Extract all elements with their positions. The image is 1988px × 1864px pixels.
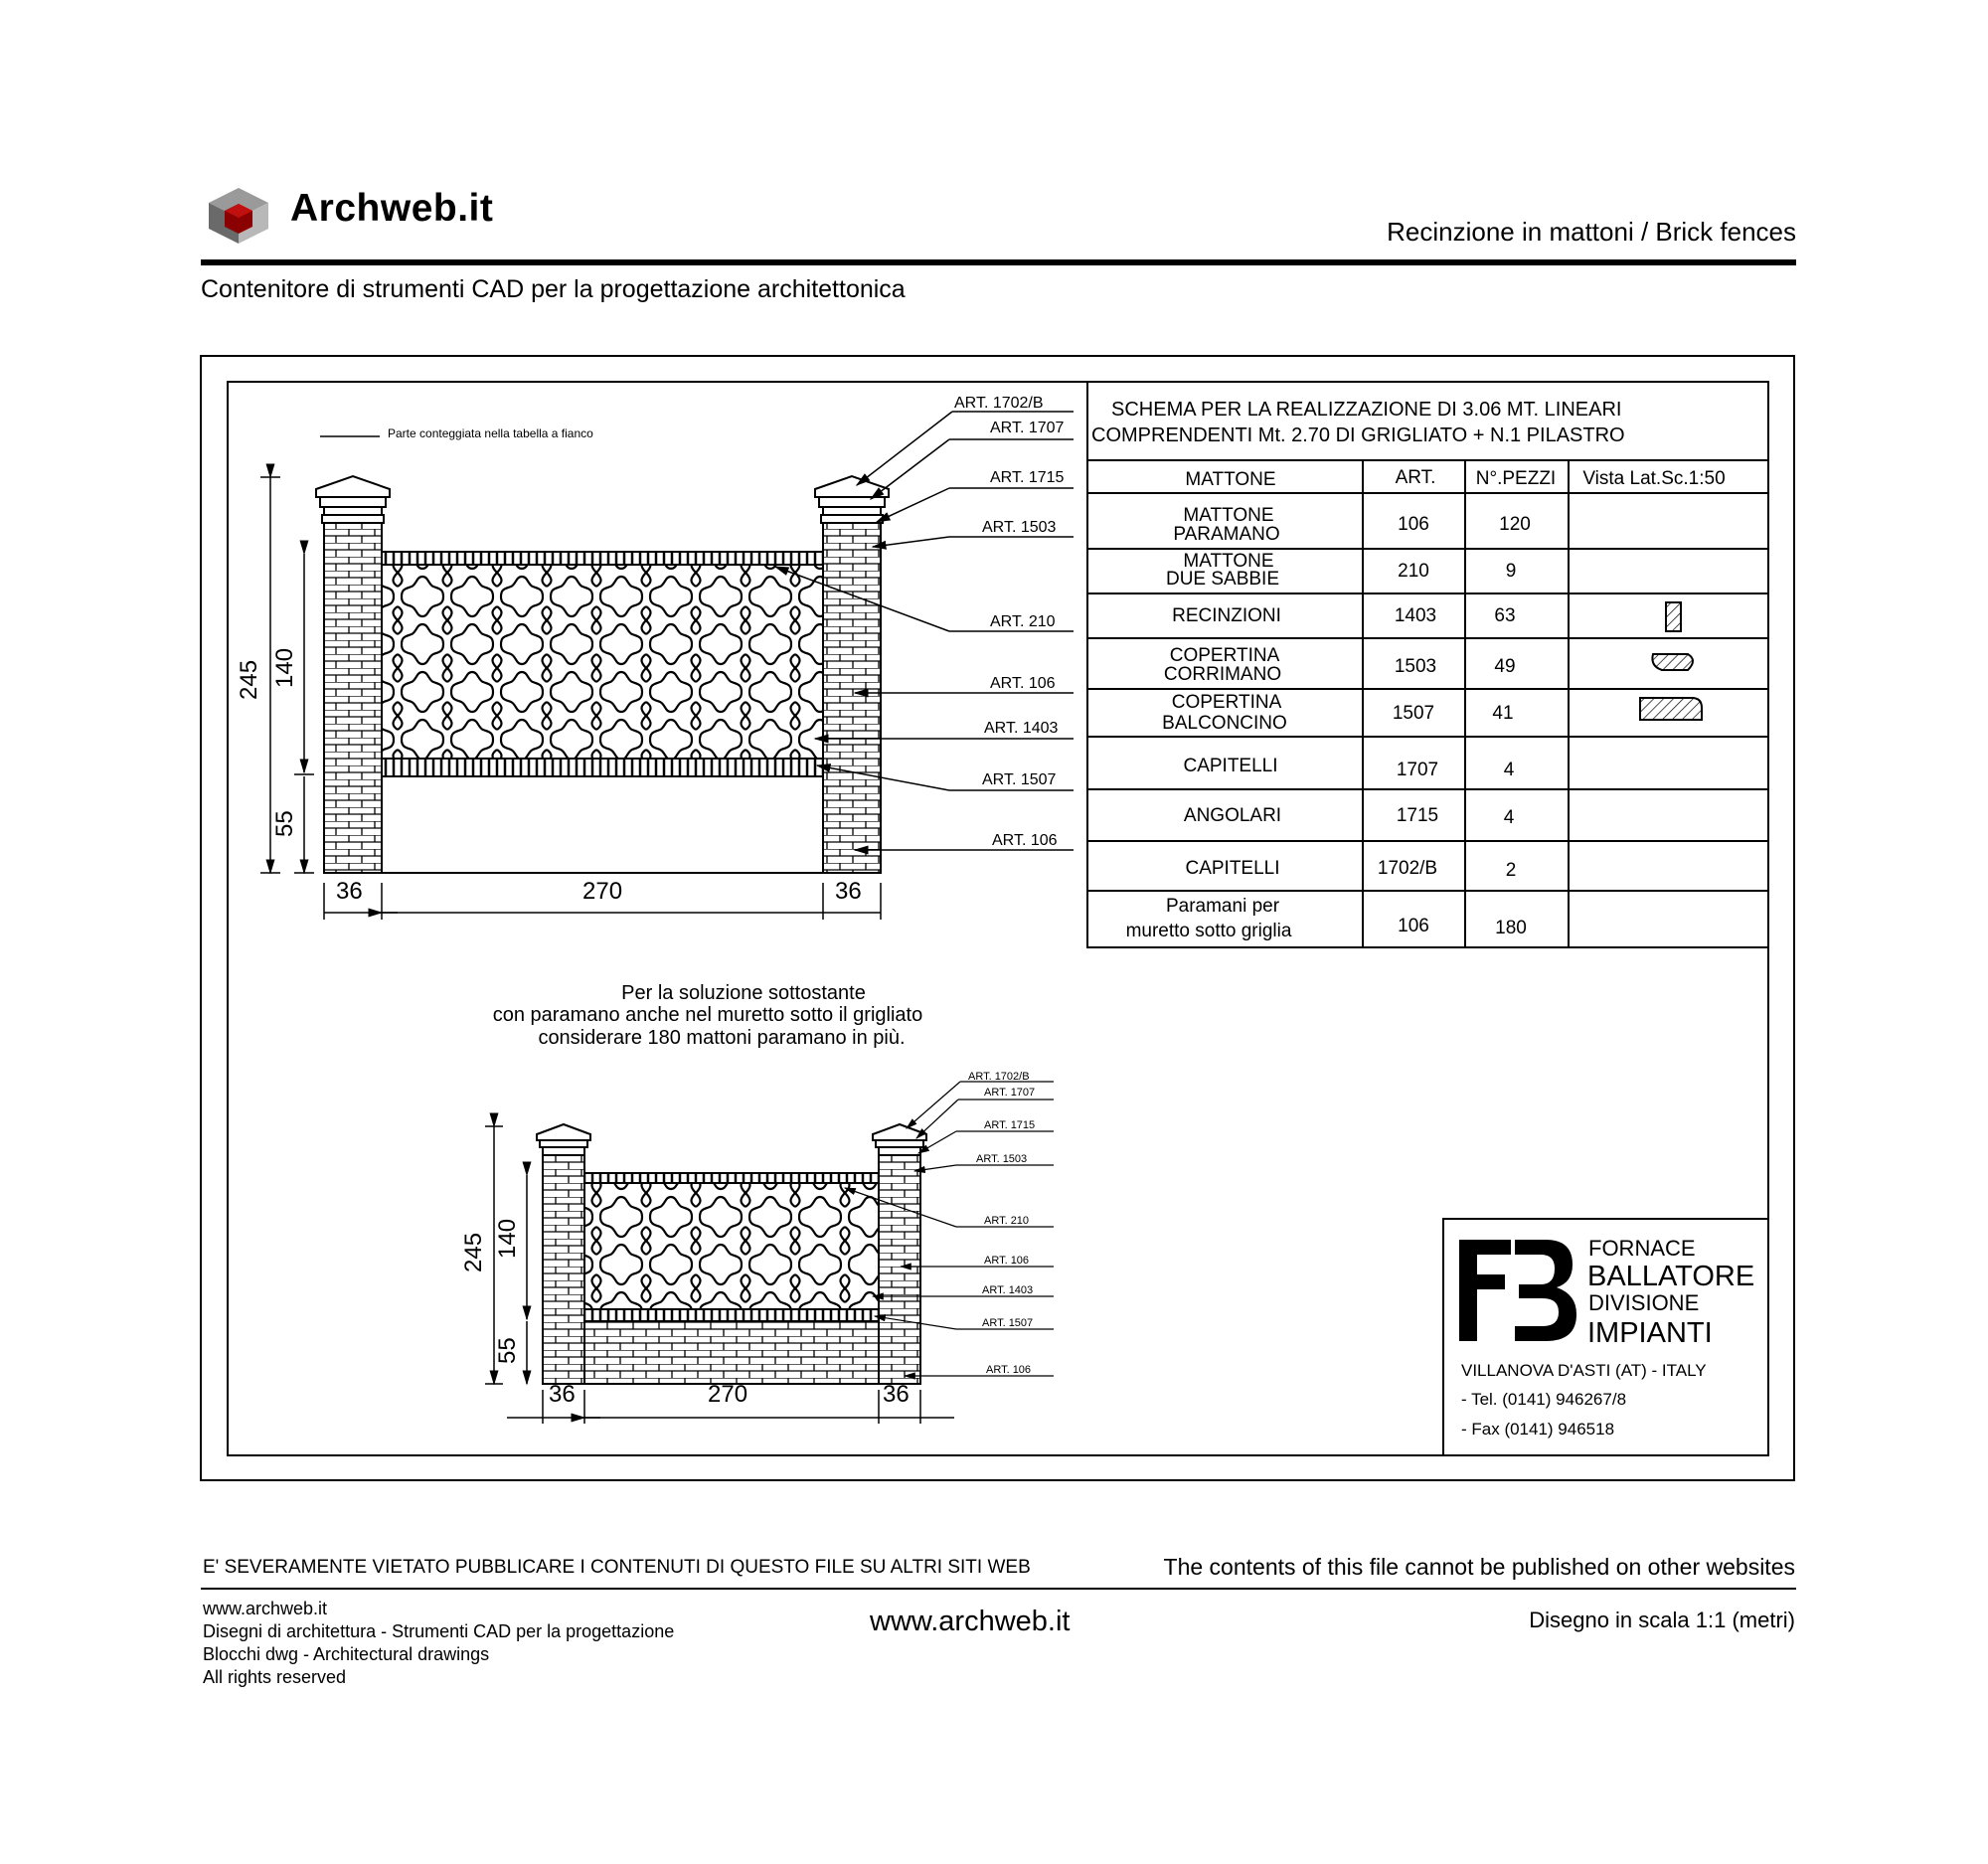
row9-name-1: Paramani per: [1165, 896, 1280, 917]
label-art-106: ART. 106: [990, 675, 1056, 692]
label-b-art-1507: ART. 1507: [982, 1317, 1034, 1329]
dim-140-bottom: 140: [494, 1218, 521, 1259]
label-b-art-210: ART. 210: [984, 1215, 1030, 1227]
row9-pezzi: 180: [1495, 918, 1527, 938]
label-art-106b: ART. 106: [992, 832, 1058, 849]
table-header-pezzi: N°.PEZZI: [1475, 468, 1557, 489]
note-line-1: Per la soluzione sottostante: [621, 982, 866, 1004]
row8-pezzi: 2: [1505, 860, 1517, 881]
footer-url[interactable]: www.archweb.it: [870, 1606, 1071, 1637]
footer-line-blocchi: Blocchi dwg - Architectural drawings: [203, 1644, 490, 1664]
footer-warning-it: E' SEVERAMENTE VIETATO PUBBLICARE I CONTENUTI DI QUESTO FILE SU ALTRI SITI WEB: [203, 1557, 1031, 1578]
footer-scale: Disegno in scala 1:1 (metri): [1529, 1608, 1795, 1632]
dim-140-top: 140: [271, 647, 298, 688]
row2-name-1: MATTONE: [1183, 551, 1274, 572]
row1-pezzi: 120: [1499, 514, 1531, 535]
row8-name: CAPITELLI: [1185, 858, 1280, 879]
label-art-1707: ART. 1707: [990, 420, 1065, 436]
page-subtitle: Contenitore di strumenti CAD per la progettazione architettonica: [201, 275, 906, 303]
label-art-210: ART. 210: [990, 613, 1056, 630]
row4-name-2: CORRIMANO: [1163, 664, 1282, 685]
logo-text: Archweb.it: [290, 187, 494, 230]
row6-name: CAPITELLI: [1183, 756, 1278, 776]
row4-art: 1503: [1394, 656, 1437, 677]
label-b-art-1503: ART. 1503: [976, 1153, 1028, 1165]
row1-name-1: MATTONE: [1183, 505, 1274, 526]
row3-pezzi: 63: [1494, 605, 1516, 626]
company-fax: - Fax (0141) 946518: [1461, 1420, 1615, 1439]
table-header-art: ART.: [1395, 467, 1436, 488]
fb-logo-icon: [1459, 1240, 1576, 1341]
row2-art: 210: [1398, 561, 1429, 582]
label-art-1715: ART. 1715: [990, 469, 1065, 486]
label-b-art-1403: ART. 1403: [982, 1284, 1034, 1296]
label-art-1503: ART. 1503: [982, 519, 1057, 536]
company-name-3: DIVISIONE: [1588, 1290, 1700, 1315]
company-name-4: IMPIANTI: [1587, 1317, 1713, 1349]
table-title-line-1: SCHEMA PER LA REALIZZAZIONE DI 3.06 MT. LINEARI: [1111, 399, 1622, 421]
table-header-vista: Vista Lat.Sc.1:50: [1582, 468, 1726, 489]
row6-art: 1707: [1396, 760, 1439, 780]
row8-art: 1702/B: [1377, 858, 1438, 879]
label-b-art-106: ART. 106: [984, 1255, 1030, 1267]
row5-name-1: COPERTINA: [1171, 692, 1282, 713]
row1-name-2: PARAMANO: [1173, 524, 1280, 545]
dim-36-right-bottom: 36: [883, 1381, 910, 1408]
dim-270-bottom: 270: [708, 1381, 748, 1408]
label-b-art-106b: ART. 106: [986, 1364, 1032, 1376]
top-fence: [316, 476, 889, 873]
note-line-2: con paramano anche nel muretto sotto il grigliato: [492, 1004, 923, 1026]
label-art-1403: ART. 1403: [984, 720, 1059, 737]
footer-line-url: www.archweb.it: [203, 1599, 328, 1618]
table-title-line-2: COMPRENDENTI Mt. 2.70 DI GRIGLIATO + N.1 PILASTRO: [1091, 424, 1625, 446]
label-b-art-1702b: ART. 1702/B: [968, 1071, 1030, 1083]
row5-art: 1507: [1392, 703, 1435, 724]
row9-art: 106: [1398, 916, 1429, 936]
label-art-1507: ART. 1507: [982, 771, 1057, 788]
side-view-icons: [1640, 602, 1702, 720]
row4-pezzi: 49: [1494, 656, 1516, 677]
dim-245-bottom: 245: [460, 1232, 487, 1272]
row5-pezzi: 41: [1492, 703, 1514, 724]
page-title: Recinzione in mattoni / Brick fences: [1387, 217, 1796, 247]
label-b-art-1707: ART. 1707: [984, 1087, 1036, 1099]
row3-art: 1403: [1394, 605, 1437, 626]
company-address: VILLANOVA D'ASTI (AT) - ITALY: [1461, 1361, 1707, 1380]
row7-pezzi: 4: [1503, 807, 1515, 828]
row2-name-2: DUE SABBIE: [1165, 569, 1280, 590]
table-header-mattone: MATTONE: [1185, 469, 1276, 490]
footer-line-disegni: Disegni di architettura - Strumenti CAD per la progettazione: [203, 1621, 675, 1641]
note-line-3: considerare 180 mattoni paramano in più.: [538, 1027, 906, 1049]
row3-name: RECINZIONI: [1172, 605, 1281, 626]
row4-name-1: COPERTINA: [1169, 645, 1280, 666]
row9-name-2: muretto sotto griglia: [1125, 921, 1292, 941]
row6-pezzi: 4: [1503, 760, 1515, 780]
footer-line-rights: All rights reserved: [203, 1667, 347, 1687]
row7-name: ANGOLARI: [1183, 805, 1282, 826]
row7-art: 1715: [1396, 805, 1439, 826]
company-name-2: BALLATORE: [1587, 1261, 1755, 1292]
dim-245-top: 245: [236, 659, 262, 700]
footer-warning-en: The contents of this file cannot be published on other websites: [1163, 1554, 1795, 1580]
dim-36-left-bottom: 36: [549, 1381, 576, 1408]
company-name-1: FORNACE: [1588, 1236, 1696, 1261]
dim-36-left-top: 36: [336, 878, 363, 905]
row1-art: 106: [1398, 514, 1429, 535]
bottom-fence: [537, 1124, 926, 1384]
dim-55-top: 55: [271, 810, 298, 837]
legend-note: Parte conteggiata nella tabella a fianco: [388, 426, 593, 440]
label-art-1702b: ART. 1702/B: [954, 395, 1044, 412]
company-tel: - Tel. (0141) 946267/8: [1461, 1390, 1627, 1409]
row2-pezzi: 9: [1505, 561, 1517, 582]
label-b-art-1715: ART. 1715: [984, 1119, 1036, 1131]
footer-rule: [201, 1588, 1796, 1590]
dim-270-top: 270: [582, 878, 623, 905]
dim-36-right-top: 36: [835, 878, 862, 905]
dim-55-bottom: 55: [494, 1337, 521, 1364]
company-name: [1587, 1236, 1754, 1349]
row5-name-2: BALCONCINO: [1162, 713, 1287, 734]
